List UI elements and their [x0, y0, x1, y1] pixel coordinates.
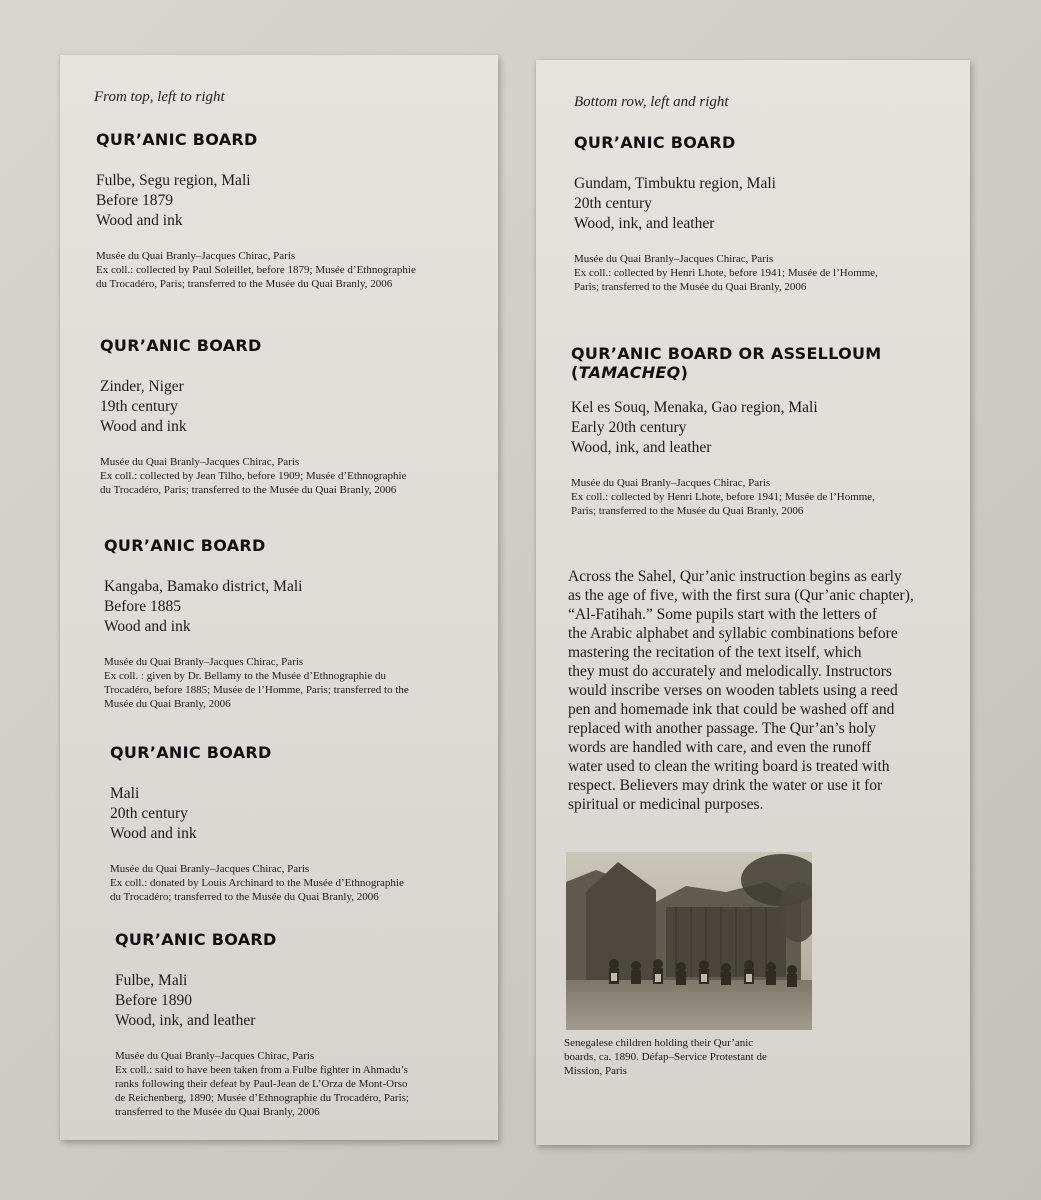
object-origin: Kangaba, Bamako district, Mali [104, 578, 303, 595]
caption-line: Mission, Paris [564, 1065, 627, 1077]
object-date: 19th century [100, 398, 178, 415]
object-medium: Wood and ink [96, 212, 183, 229]
essay-line: mastering the recitation of the text itself, which [568, 644, 862, 661]
object-medium: Wood and ink [104, 618, 191, 635]
object-info [115, 971, 409, 1031]
credit-line: Ex coll.: collected by Jean Tilho, before 1909; Musée d’Ethnographie [100, 470, 407, 482]
credit-line: Musée du Quai Branly–Jacques Chirac, Paris [574, 253, 774, 265]
credit-line: Paris; transferred to the Musée du Quai Branly, 2006 [574, 281, 807, 293]
object-medium: Wood, ink, and leather [571, 439, 712, 456]
photo-caption [564, 1036, 767, 1078]
credit-line: Ex coll.: said to have been taken from a Fulbe fighter in Ahmadu’s [115, 1064, 408, 1076]
credit-line: Ex coll. : given by Dr. Bellamy to the Musée d’Ethnographie du [104, 670, 386, 682]
credit-line: Ex coll.: donated by Louis Archinard to the Musée d’Ethnographie [110, 877, 404, 889]
object-date: 20th century [110, 805, 188, 822]
title-paren: ) [680, 363, 689, 382]
credit-line: Ex coll.: collected by Paul Soleillet, before 1879; Musée d’Ethnographie [96, 264, 416, 276]
credit-line: ranks following their defeat by Paul-Jean de L’Orza de Mont-Orso [115, 1078, 408, 1090]
object-title-line: QUR’ANIC BOARD OR ASSELLOUM [571, 344, 882, 363]
essay-line: words are handled with care, and even the runoff [568, 739, 872, 756]
credit-line: Ex coll.: collected by Henri Lhote, before 1941; Musée de l’Homme, [574, 267, 878, 279]
credit-line: Musée du Quai Branly–Jacques Chirac, Paris [104, 656, 304, 668]
object-info [574, 174, 878, 234]
credit-line: Ex coll.: collected by Henri Lhote, before 1941; Musée de l’Homme, [571, 491, 875, 503]
object-label [571, 344, 882, 518]
object-label [115, 930, 409, 1119]
object-info [100, 377, 406, 437]
object-title: QUR’ANIC BOARD [110, 743, 272, 762]
object-title: QUR’ANIC BOARD [104, 536, 266, 555]
essay-line: replaced with another passage. The Qur’an’s holy [568, 720, 877, 737]
object-origin: Zinder, Niger [100, 378, 184, 395]
essay-line: as the age of five, with the first sura (Qur’anic chapter), [568, 587, 914, 604]
credit-line: Musée du Quai Branly–Jacques Chirac, Paris [100, 456, 300, 468]
object-label [100, 336, 406, 497]
object-title-italic: TAMACHEQ [578, 363, 681, 382]
credit-line: transferred to the Musée du Quai Branly, 2006 [115, 1106, 320, 1118]
object-medium: Wood, ink, and leather [574, 215, 715, 232]
panel-intro: Bottom row, left and right [574, 94, 729, 110]
historic-photo-image [566, 852, 812, 1030]
object-title: QUR’ANIC BOARD [115, 930, 277, 949]
object-credit [104, 655, 409, 711]
object-medium: Wood, ink, and leather [115, 1012, 256, 1029]
credit-line: de Reichenberg, 1890; Musée d’Ethnographie du Trocadéro, Paris; [115, 1092, 409, 1104]
caption-line: Senegalese children holding their Qur’anic [564, 1037, 754, 1049]
label-panel-left [60, 55, 498, 1140]
credit-line: Musée du Quai Branly, 2006 [104, 698, 231, 710]
object-title-line [571, 363, 882, 382]
object-title [571, 344, 882, 382]
caption-line: boards, ca. 1890. Défap–Service Protestant de [564, 1051, 767, 1063]
essay-line: the Arabic alphabet and syllabic combinations before [568, 625, 898, 642]
object-credit [100, 455, 406, 497]
object-label [574, 133, 878, 294]
object-info [96, 171, 416, 231]
object-origin: Fulbe, Segu region, Mali [96, 172, 251, 189]
object-origin: Mali [110, 785, 140, 802]
object-origin: Fulbe, Mali [115, 972, 188, 989]
essay-line: pen and homemade ink that could be washed off and [568, 701, 895, 718]
object-info [104, 577, 409, 637]
historic-photo [566, 852, 812, 1030]
essay-line: Across the Sahel, Qur’anic instruction begins as early [568, 568, 902, 585]
essay-text [568, 567, 948, 814]
object-origin: Gundam, Timbuktu region, Mali [574, 175, 776, 192]
object-origin: Kel es Souq, Menaka, Gao region, Mali [571, 399, 818, 416]
object-title: QUR’ANIC BOARD [96, 130, 258, 149]
credit-line: Musée du Quai Branly–Jacques Chirac, Paris [96, 250, 296, 262]
object-date: Before 1885 [104, 598, 182, 615]
object-label [104, 536, 409, 711]
object-label [96, 130, 416, 291]
object-info [110, 784, 404, 844]
object-date: Early 20th century [571, 419, 687, 436]
object-credit [574, 252, 878, 294]
object-info [571, 398, 882, 458]
essay-line: they must do accurately and melodically. Instructors [568, 663, 892, 680]
credit-line: Musée du Quai Branly–Jacques Chirac, Paris [110, 863, 310, 875]
essay-line: respect. Believers may drink the water or use it for [568, 777, 883, 794]
panel-intro: From top, left to right [94, 89, 225, 105]
credit-line: Trocadéro, before 1885; Musée de l’Homme, Paris; transferred to the [104, 684, 409, 696]
credit-line: Paris; transferred to the Musée du Quai Branly, 2006 [571, 505, 804, 517]
credit-line: Musée du Quai Branly–Jacques Chirac, Paris [571, 477, 771, 489]
object-date: 20th century [574, 195, 652, 212]
object-date: Before 1890 [115, 992, 193, 1009]
credit-line: Musée du Quai Branly–Jacques Chirac, Paris [115, 1050, 315, 1062]
object-title: QUR’ANIC BOARD [574, 133, 736, 152]
object-title: QUR’ANIC BOARD [100, 336, 262, 355]
credit-line: du Trocadéro; transferred to the Musée du Quai Branly, 2006 [110, 891, 379, 903]
object-credit [96, 249, 416, 291]
label-panel-right [536, 60, 970, 1145]
object-medium: Wood and ink [110, 825, 197, 842]
title-paren: ( [571, 363, 579, 382]
essay-line: water used to clean the writing board is treated with [568, 758, 890, 775]
credit-line: du Trocadéro, Paris; transferred to the Musée du Quai Branly, 2006 [100, 484, 397, 496]
object-date: Before 1879 [96, 192, 174, 209]
essay-line: would inscribe verses on wooden tablets using a reed [568, 682, 898, 699]
object-credit [115, 1049, 409, 1119]
essay-line: “Al-Fatihah.” Some pupils start with the letters of [568, 606, 878, 623]
object-credit [571, 476, 882, 518]
object-credit [110, 862, 404, 904]
essay-line: spiritual or medicinal purposes. [568, 796, 764, 813]
object-medium: Wood and ink [100, 418, 187, 435]
credit-line: du Trocadéro, Paris; transferred to the Musée du Quai Branly, 2006 [96, 278, 393, 290]
object-label [110, 743, 404, 904]
